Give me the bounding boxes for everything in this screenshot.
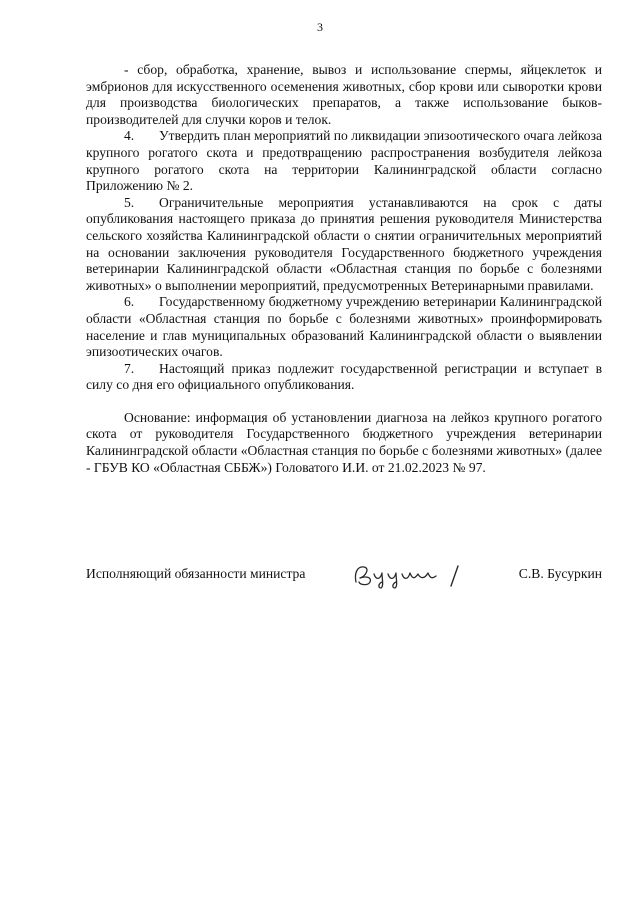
- item-text: Ограничительные мероприятия устанавливаются на срок с даты опубликования настоящего приказа до принятия решения руководителя Министерства сельского хозяйства Калининградской области о снятии ограничительных мероприятий на основании заключения руководителя Государственного бюджетного учреждения ветеринарии Калининградской области «Областная станция по борьбе с болезнями животных» о выполнении мероприятий, предусмотренных Ветеринарными правилами.: [86, 194, 602, 293]
- item-text: Государственному бюджетному учреждению ветеринарии Калининградской области «Областная станция по борьбе с болезнями животных» проинформировать население и глав муниципальных образований Калининградской области о выявлении эпизоотических очагов.: [86, 294, 602, 360]
- document-body: [86, 62, 602, 476]
- item-text: Настоящий приказ подлежит государственной регистрации и вступает в силу со дня его официального опубликования.: [86, 360, 602, 393]
- signature-block: [86, 560, 602, 590]
- page-number: 3: [317, 20, 323, 34]
- list-item: [86, 195, 602, 295]
- list-item: [86, 128, 602, 194]
- signatory-name: С.В. Бусуркин: [518, 566, 602, 581]
- handwritten-signature: [348, 560, 478, 590]
- item-number: 4.: [124, 128, 135, 144]
- basis-paragraph: Основание: информация об установлении диагноза на лейкоз крупного рогатого скота от руководителя Государственного бюджетного учреждения ветеринарии Калининградской области «Областная станция по борьбе с болезнями животных» (далее - ГБУВ КО «Областная СББЖ») Головатого И.И. от 21.02.2023 № 97.: [86, 409, 602, 475]
- signatory-title: Исполняющий обязанности министра: [86, 566, 306, 581]
- intro-paragraph: - сбор, обработка, хранение, вывоз и использование спермы, яйцеклеток и эмбрионов для искусственного осеменения животных, сбор крови или сыворотки крови для производства биологических препаратов, а также использование быков-производителей для случки коров и телок.: [86, 62, 602, 127]
- list-item: [86, 361, 602, 394]
- item-text: Утвердить план мероприятий по ликвидации эпизоотического очага лейкоза крупного рогатого скота и предотвращению распространения возбудителя лейкоза крупного рогатого скота на территории Калининградской области согласно Приложению № 2.: [86, 128, 602, 194]
- item-number: 5.: [124, 194, 135, 210]
- item-number: 7.: [124, 360, 135, 376]
- item-number: 6.: [124, 294, 135, 310]
- list-item: [86, 294, 602, 360]
